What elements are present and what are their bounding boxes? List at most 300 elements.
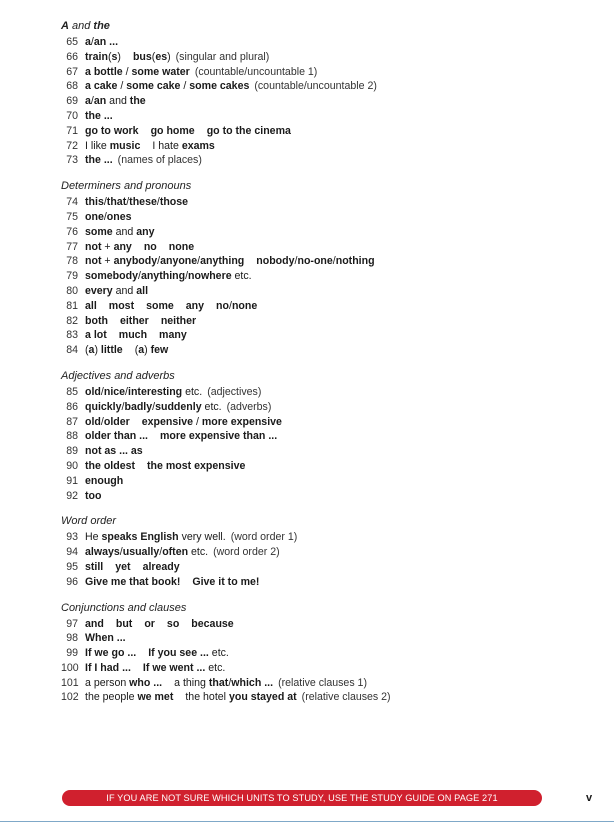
- title-part: [146, 299, 174, 314]
- unit-number: 81: [66, 299, 78, 312]
- plain-text: /: [185, 270, 189, 283]
- plain-text: etc.: [182, 385, 203, 398]
- plain-text: the hotel: [185, 691, 229, 704]
- plain-text: /: [180, 80, 190, 93]
- bold-term: a: [88, 344, 95, 357]
- title-part: [85, 690, 173, 705]
- unit-title: [85, 225, 155, 240]
- title-part: [85, 429, 148, 444]
- bold-term: nothing: [335, 255, 375, 268]
- unit-number: 85: [66, 385, 78, 398]
- bold-term: anybody: [113, 255, 158, 268]
- plain-text: I like: [85, 139, 110, 152]
- bold-term: still: [85, 560, 104, 573]
- plain-text: and: [112, 284, 137, 297]
- unit-entry[interactable]: [61, 545, 581, 560]
- bold-term: a: [85, 95, 91, 108]
- plain-text: +: [101, 240, 114, 253]
- plain-text: /: [193, 415, 202, 428]
- bold-term: nowhere: [188, 270, 232, 283]
- bold-term: nice: [103, 385, 126, 398]
- plain-text: etc.: [201, 400, 222, 413]
- unit-entry[interactable]: [61, 79, 581, 94]
- bold-term: neither: [160, 314, 197, 327]
- unit-entry[interactable]: [61, 415, 581, 430]
- title-part: [85, 575, 180, 590]
- unit-entry[interactable]: [61, 284, 581, 299]
- title-part: [85, 50, 121, 65]
- unit-entry[interactable]: [61, 139, 581, 154]
- title-part: [256, 254, 374, 269]
- unit-title: [85, 79, 249, 94]
- title-part: [147, 459, 245, 474]
- title-part: [85, 35, 118, 50]
- plain-text: a thing: [174, 676, 209, 689]
- unit-title: [85, 459, 245, 474]
- unit-number: 90: [66, 459, 78, 472]
- bold-term: a cake: [85, 80, 118, 93]
- plain-text: very well.: [178, 531, 226, 544]
- plain-text: /: [229, 299, 232, 312]
- title-part: [144, 617, 155, 632]
- title-part: [85, 343, 123, 358]
- bold-term: this: [85, 196, 104, 209]
- bold-term: every: [85, 284, 113, 297]
- plain-text: etc.: [188, 546, 209, 559]
- bold-term: already: [142, 560, 180, 573]
- unit-number: 79: [66, 270, 78, 283]
- unit-entry[interactable]: [61, 269, 581, 284]
- bold-term: and: [85, 617, 104, 630]
- unit-number: 93: [66, 531, 78, 544]
- unit-entry[interactable]: [61, 50, 581, 65]
- unit-title: [85, 109, 113, 124]
- plain-text: etc.: [205, 661, 226, 674]
- bold-term: some: [85, 225, 113, 238]
- bold-term: little: [100, 344, 123, 357]
- plain-text: etc.: [208, 647, 229, 660]
- unit-title: [85, 690, 297, 705]
- bold-term: anything: [140, 270, 186, 283]
- unit-entry[interactable]: [61, 575, 581, 590]
- unit-number: 73: [66, 154, 78, 167]
- plain-text: /: [90, 95, 94, 108]
- unit-note: (word order 2): [213, 546, 280, 559]
- bold-term: always: [85, 546, 120, 559]
- title-part: [85, 284, 148, 299]
- unit-note: (relative clauses 2): [301, 691, 391, 704]
- contents-list: [61, 20, 581, 717]
- unit-note: (countable/uncountable 1): [194, 65, 318, 78]
- unit-number: 96: [66, 575, 78, 588]
- bold-term: the ...: [85, 109, 113, 122]
- bold-term: the: [93, 20, 110, 32]
- unit-number: 82: [66, 314, 78, 327]
- title-part: [151, 124, 195, 139]
- title-part: [85, 459, 135, 474]
- bold-term: Give me that book!: [85, 575, 181, 588]
- bold-term: that: [106, 196, 127, 209]
- bold-term: expensive: [141, 415, 193, 428]
- title-part: [85, 139, 140, 154]
- bold-term: either: [119, 314, 149, 327]
- plain-text: (: [107, 50, 112, 63]
- title-part: [85, 444, 143, 459]
- bold-term: an: [93, 95, 107, 108]
- unit-entry[interactable]: [61, 661, 581, 676]
- plain-text: I hate: [152, 139, 182, 152]
- bold-term: interesting: [128, 385, 183, 398]
- unit-number: 66: [66, 50, 78, 63]
- unit-title: [85, 661, 225, 676]
- bold-term: we met: [137, 691, 174, 704]
- plain-text: +: [101, 255, 114, 268]
- title-part: [85, 314, 108, 329]
- unit-entry[interactable]: [61, 429, 581, 444]
- unit-number: 102: [61, 691, 79, 704]
- unit-title: [85, 50, 171, 65]
- title-part: [116, 617, 132, 632]
- unit-number: 70: [66, 109, 78, 122]
- unit-title: [85, 139, 215, 154]
- title-part: [161, 314, 196, 329]
- plain-text: /: [137, 270, 141, 283]
- bold-term: If I had ...: [85, 661, 131, 674]
- bold-term: a: [85, 36, 91, 48]
- contents-section: [61, 370, 581, 503]
- bold-term: more expensive than ...: [159, 430, 278, 443]
- bold-term: train: [85, 50, 108, 63]
- unit-entry[interactable]: [61, 400, 581, 415]
- unit-number: 95: [66, 560, 78, 573]
- unit-number: 87: [66, 415, 78, 428]
- unit-number: 75: [66, 210, 78, 223]
- unit-title: [85, 65, 190, 80]
- unit-number: 69: [66, 95, 78, 108]
- plain-text: the people: [85, 691, 138, 704]
- plain-text: /: [294, 255, 298, 268]
- unit-number: 99: [66, 647, 78, 660]
- study-guide-banner: IF YOU ARE NOT SURE WHICH UNITS TO STUDY, USE THE STUDY GUIDE ON PAGE 271: [62, 790, 542, 806]
- unit-number: 100: [61, 661, 79, 674]
- unit-title: [85, 210, 132, 225]
- unit-title: [85, 299, 257, 314]
- unit-number: 88: [66, 430, 78, 443]
- bold-term: old: [85, 385, 101, 398]
- unit-entry[interactable]: [61, 459, 581, 474]
- unit-number: 67: [66, 65, 78, 78]
- title-part: [85, 489, 101, 504]
- title-part: [85, 415, 130, 430]
- contents-section: [61, 515, 581, 589]
- title-part: [148, 646, 229, 661]
- title-part: [85, 385, 202, 400]
- title-part: [85, 210, 132, 225]
- unit-entry[interactable]: [61, 124, 581, 139]
- unit-number: 72: [66, 139, 78, 152]
- unit-entry[interactable]: [61, 254, 581, 269]
- plain-text: /: [121, 400, 125, 413]
- plain-text: /: [122, 65, 132, 78]
- bold-term: all: [85, 299, 97, 312]
- unit-number: 65: [66, 36, 78, 48]
- unit-title: [85, 545, 208, 560]
- bold-term: older: [103, 415, 130, 428]
- plain-text: ): [117, 50, 121, 63]
- plain-text: /: [156, 196, 160, 209]
- unit-number: 98: [66, 632, 78, 645]
- plain-text: (: [134, 344, 139, 357]
- unit-title: [85, 343, 168, 358]
- bold-term: go to work: [85, 124, 139, 137]
- plain-text: a person: [85, 676, 130, 689]
- section-heading: [61, 180, 581, 193]
- unit-entry[interactable]: [61, 631, 581, 646]
- bold-term: you stayed at: [228, 691, 297, 704]
- unit-number: 92: [66, 489, 78, 502]
- plain-text: etc.: [231, 270, 252, 283]
- bold-term: usually: [122, 546, 160, 559]
- unit-entry[interactable]: [61, 240, 581, 255]
- title-part: [143, 661, 225, 676]
- title-part: [85, 646, 136, 661]
- title-part: [167, 617, 179, 632]
- unit-entry[interactable]: [61, 560, 581, 575]
- bold-term: suddenly: [155, 400, 202, 413]
- title-part: [85, 94, 146, 109]
- title-part: [174, 676, 273, 691]
- unit-entry[interactable]: [61, 489, 581, 504]
- unit-entry[interactable]: [61, 299, 581, 314]
- plain-text: /: [126, 196, 130, 209]
- bold-term: quickly: [85, 400, 122, 413]
- unit-title: [85, 385, 202, 400]
- bold-term: those: [159, 196, 189, 209]
- unit-title: [85, 400, 222, 415]
- bold-term: because: [191, 617, 234, 630]
- unit-title: [85, 617, 234, 632]
- title-part: [142, 415, 282, 430]
- plain-text: and: [106, 95, 130, 108]
- plain-text: (: [85, 344, 89, 357]
- contents-section: [61, 20, 581, 168]
- unit-entry[interactable]: [61, 225, 581, 240]
- unit-title: [85, 631, 126, 646]
- unit-number: 91: [66, 474, 78, 487]
- bold-term: older than ...: [85, 430, 148, 443]
- title-part: [85, 676, 162, 691]
- title-part: [85, 124, 139, 139]
- unit-entry[interactable]: [61, 646, 581, 661]
- unit-title: [85, 429, 277, 444]
- unit-number: 89: [66, 445, 78, 458]
- plain-text: /: [90, 36, 94, 48]
- bold-term: the oldest: [85, 459, 136, 472]
- unit-entry[interactable]: [61, 94, 581, 109]
- unit-number: 74: [66, 196, 78, 209]
- bold-term: an: [93, 36, 107, 48]
- unit-number: 71: [66, 124, 78, 137]
- bold-term: anyone: [160, 255, 198, 268]
- bold-term: both: [85, 314, 108, 327]
- bold-term: not: [85, 240, 102, 253]
- plain-text: /: [152, 400, 156, 413]
- bold-term: any: [136, 225, 155, 238]
- plain-text: and: [68, 20, 94, 32]
- bold-term: yet: [115, 560, 131, 573]
- bold-term: any: [113, 240, 132, 253]
- unit-number: 77: [66, 240, 78, 253]
- page-number: v: [586, 792, 593, 804]
- bold-term: any: [185, 299, 205, 312]
- unit-note: (singular and plural): [175, 50, 270, 63]
- unit-entry[interactable]: [61, 210, 581, 225]
- contents-section: [61, 602, 581, 706]
- title-part: [191, 617, 233, 632]
- title-part: [85, 545, 208, 560]
- plain-text: ): [167, 50, 171, 63]
- unit-number: 97: [66, 617, 78, 630]
- bold-term: no: [143, 240, 157, 253]
- plain-text: /: [100, 415, 104, 428]
- bold-term: exams: [181, 139, 215, 152]
- bold-term: enough: [85, 474, 124, 487]
- bold-term: es: [155, 50, 168, 63]
- bold-term: s: [111, 50, 118, 63]
- title-part: [85, 530, 226, 545]
- unit-note: (countable/uncountable 2): [254, 80, 377, 93]
- unit-entry[interactable]: [61, 474, 581, 489]
- contents-section: [61, 180, 581, 358]
- unit-entry[interactable]: [61, 617, 581, 632]
- bold-term: who ...: [129, 676, 163, 689]
- title-part: [169, 240, 194, 255]
- plain-text: Determiners and pronouns: [61, 180, 192, 193]
- title-part: [207, 124, 291, 139]
- unit-number: 101: [61, 676, 79, 689]
- bold-term: If we go ...: [85, 647, 137, 660]
- bold-term: Give it to me!: [192, 575, 260, 588]
- title-part: [85, 661, 131, 676]
- title-part: [85, 79, 249, 94]
- unit-entry[interactable]: [61, 676, 581, 691]
- title-part: [192, 575, 259, 590]
- bold-term: ...: [106, 36, 119, 48]
- title-part: [85, 400, 222, 415]
- plain-text: /: [100, 385, 104, 398]
- bold-term: the most expensive: [147, 459, 246, 472]
- plain-text: Conjunctions and clauses: [61, 601, 187, 614]
- unit-entry[interactable]: [61, 530, 581, 545]
- bold-term: but: [115, 617, 133, 630]
- unit-title: [85, 328, 187, 343]
- unit-entry[interactable]: [61, 195, 581, 210]
- unit-note: (relative clauses 1): [278, 676, 367, 689]
- unit-entry[interactable]: [61, 109, 581, 124]
- bold-term: speaks English: [101, 531, 179, 544]
- plain-text: /: [117, 80, 127, 93]
- bold-term: ones: [106, 210, 132, 223]
- title-part: [85, 269, 252, 284]
- bold-term: no: [216, 299, 229, 312]
- unit-title: [85, 474, 123, 489]
- plain-text: /: [103, 196, 107, 209]
- bold-term: music: [109, 139, 141, 152]
- title-part: [85, 225, 155, 240]
- bold-term: A: [61, 20, 69, 32]
- bold-term: badly: [124, 400, 153, 413]
- unit-title: [85, 676, 273, 691]
- bold-term: a: [138, 344, 145, 357]
- unit-number: 94: [66, 546, 78, 559]
- plain-text: /: [125, 385, 128, 398]
- plain-text: /: [119, 546, 123, 559]
- unit-title: [85, 444, 143, 459]
- unit-entry[interactable]: [61, 343, 581, 358]
- bold-term: go home: [150, 124, 195, 137]
- title-part: [85, 631, 126, 646]
- unit-number: 83: [66, 329, 78, 342]
- plain-text: /: [157, 255, 161, 268]
- title-part: [85, 299, 97, 314]
- unit-number: 80: [66, 284, 78, 297]
- bold-term: not as ... as: [85, 445, 143, 458]
- bold-term: one: [85, 210, 104, 223]
- section-heading: [61, 370, 581, 383]
- unit-title: [85, 240, 194, 255]
- plain-text: ): [94, 344, 101, 357]
- bold-term: bus: [132, 50, 152, 63]
- unit-title: [85, 415, 282, 430]
- plain-text: Adjectives and adverbs: [61, 369, 175, 382]
- unit-number: 84: [66, 344, 78, 357]
- unit-note: (names of places): [117, 154, 202, 167]
- unit-entry[interactable]: [61, 385, 581, 400]
- unit-entry[interactable]: [61, 314, 581, 329]
- bold-term: some water: [131, 65, 190, 78]
- unit-note: (adverbs): [226, 400, 272, 413]
- title-part: [216, 299, 257, 314]
- plain-text: Word order: [61, 515, 117, 528]
- bold-term: no-one: [297, 255, 333, 268]
- unit-title: [85, 646, 229, 661]
- unit-entry[interactable]: [61, 65, 581, 80]
- title-part: [135, 343, 169, 358]
- bold-term: somebody: [85, 270, 138, 283]
- bold-term: a lot: [85, 329, 107, 342]
- unit-entry[interactable]: [61, 328, 581, 343]
- unit-entry[interactable]: [61, 690, 581, 705]
- unit-title: [85, 284, 148, 299]
- bold-term: the ...: [85, 154, 113, 167]
- bold-term: none: [168, 240, 195, 253]
- unit-number: 78: [66, 255, 78, 268]
- title-part: [133, 50, 171, 65]
- title-part: [85, 195, 188, 210]
- bold-term: If we went ...: [142, 661, 206, 674]
- bold-term: few: [150, 344, 169, 357]
- bold-term: none: [231, 299, 258, 312]
- plain-text: /: [228, 676, 232, 689]
- unit-title: [85, 560, 180, 575]
- title-part: [144, 240, 157, 255]
- unit-entry[interactable]: [61, 444, 581, 459]
- unit-entry[interactable]: [61, 35, 581, 50]
- plain-text: /: [103, 210, 107, 223]
- title-part: [85, 109, 113, 124]
- unit-entry[interactable]: [61, 153, 581, 168]
- plain-text: (: [151, 50, 156, 63]
